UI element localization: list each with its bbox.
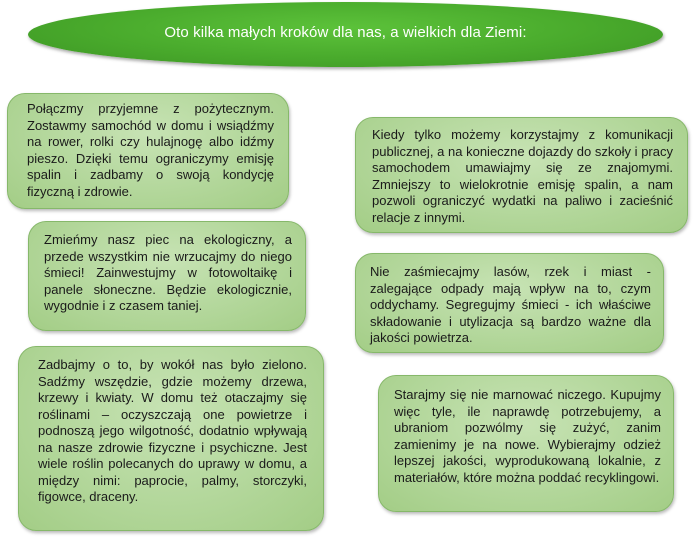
tip-text: Połączmy przyjemne z pożytecznym. Zostawmy samochód w domu i wsiądźmy na rower, rolki czy hulajnogę albo idźmy pieszo. Dzięki temu ograniczymy emisję spalin i zadbamy o swoją kondycję fizyczną i zdrowie. — [27, 101, 274, 199]
tip-text: Nie zaśmiecajmy lasów, rzek i miast - zalegające odpady mają wpływ na to, czym oddychamy. Segregujmy śmieci - ich właściwe składowanie i utylizacja są bardzo ważne dla jakości powietrza. — [370, 264, 651, 345]
tip-text: Zadbajmy o to, by wokół nas było zielono. Sadźmy wszędzie, gdzie możemy drzewa, krzewy i kwiaty. W domu też otaczajmy się roślinami – oczyszczają one powietrze i podnoszą jego wilgotność, dodatnio wpływają na nasze zdrowie fizyczne i psychiczne. Jest wiele roślin polecanych do uprawy w domu, a między nimi: paprocie, palmy, storczyki, figowce, draceny. — [38, 357, 307, 504]
tip-card-bike — [7, 93, 289, 209]
tip-text: Zmieńmy nasz piec na ekologiczny, a przede wszystkim nie wrzucajmy do niego śmieci! Zainwestujmy w fotowoltaikę i panele słoneczne. Będzie ekologicznie, wygodnie i z czasem taniej. — [44, 232, 292, 313]
tip-card-littering — [355, 253, 664, 353]
tip-card-waste — [378, 375, 674, 512]
tip-card-greenery — [18, 346, 324, 531]
tip-card-public-transport — [355, 117, 688, 233]
tip-text: Kiedy tylko możemy korzystajmy z komunikacji publicznej, a na konieczne dojazdy do szkoły i pracy samochodem umawiajmy się ze znajomymi. Zmniejszy to wielokrotnie emisję spalin, a nam pozwoli ograniczyć wydatki na paliwo i zacieśnić relacje z innymi. — [372, 127, 673, 225]
tip-card-heating — [28, 221, 306, 331]
diagram-title: Oto kilka małych kroków dla nas, a wielkich dla Ziemi: — [164, 24, 527, 41]
title-ellipse — [28, 2, 663, 67]
tip-text: Starajmy się nie marnować niczego. Kupujmy więc tyle, ile naprawdę potrzebujemy, a ubraniom pozwólmy się zużyć, zanim zamienimy je na nowe. Wybierajmy odzież lepszej jakości, wyprodukowaną lokalnie, z materiałów, które można poddać recyklingowi. — [394, 387, 661, 485]
